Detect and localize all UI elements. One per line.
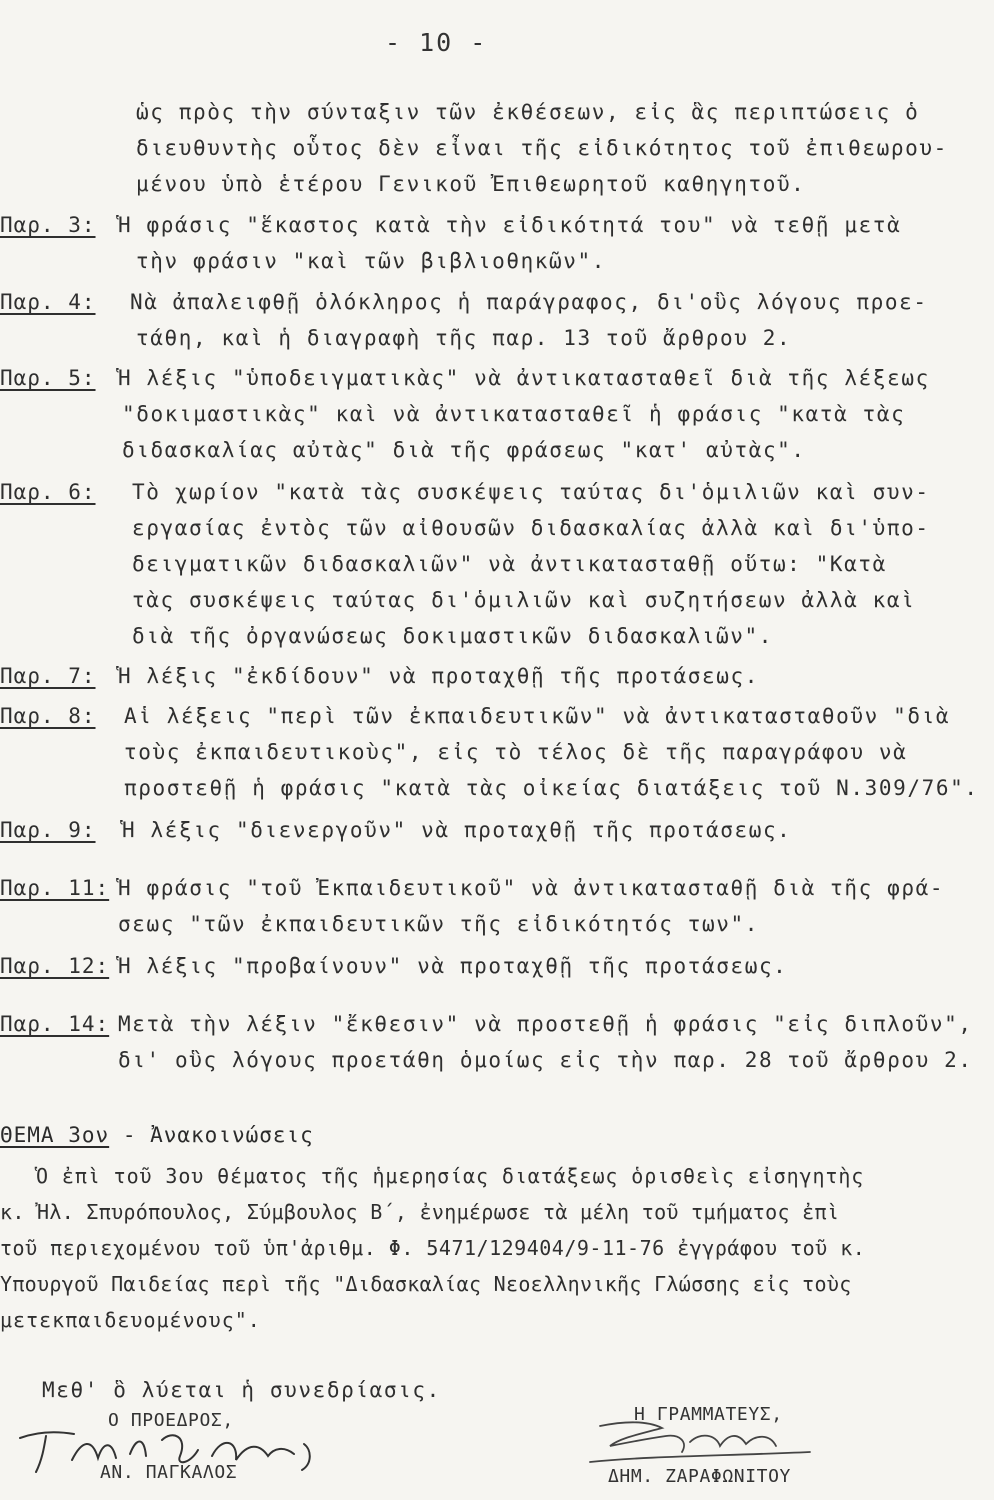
- paragraph-label: Παρ. 6:: [0, 480, 96, 504]
- section-body-line: κ. Ἠλ. Σπυρόπουλος, Σύμβουλος Β΄, ἐνημέρωσε τὰ μέλη τοῦ τμήματος ἐπὶ: [0, 1200, 840, 1224]
- paragraph-line: Ἡ λέξις "ἐκδίδουν" νὰ προταχθῇ τῆς προτάσεως.: [118, 664, 759, 688]
- paragraph-line: Νὰ ἀπαλειφθῇ ὁλόκληρος ἡ παράγραφος, δι'οὓς λόγους προε-: [130, 290, 928, 314]
- paragraph-line: Τὸ χωρίον "κατὰ τὰς συσκέψεις ταύτας δι'ὁμιλιῶν καὶ συν-: [132, 480, 930, 504]
- section-label: ΘΕΜΑ 3ον: [0, 1123, 110, 1147]
- paragraph-label: Παρ. 12:: [0, 954, 110, 978]
- paragraph-line: Ἡ λέξις "προβαίνουν" νὰ προταχθῇ τῆς προτάσεως.: [118, 954, 788, 978]
- closing-text: Μεθ' ὃ λύεται ἡ συνεδρίασις.: [42, 1378, 441, 1402]
- secretary-name: ΔΗΜ. ΖΑΡΑΦΩΝΙΤΟΥ: [608, 1466, 791, 1487]
- section-body-line: Ὁ ἐπὶ τοῦ 3ου θέματος τῆς ἡμερησίας διατάξεως ὁρισθεὶς εἰσηγητὴς: [36, 1164, 865, 1188]
- paragraph-line: διὰ τῆς ὀργανώσεως δοκιμαστικῶν διδασκαλιῶν".: [132, 624, 773, 648]
- president-title: Ο ΠΡΟΕΔΡΟΣ,: [108, 1410, 234, 1431]
- paragraph-line: "δοκιμαστικὰς" καὶ νὰ ἀντικατασταθεῖ ἡ φράσις "κατὰ τὰς: [122, 402, 906, 426]
- president-name: ΑΝ. ΠΑΓΚΑΛΟΣ: [100, 1462, 238, 1483]
- paragraph-line: προστεθῇ ἡ φράσις "κατὰ τὰς οἰκείας διατάξεις τοῦ Ν.309/76".: [124, 776, 979, 800]
- paragraph-label: Παρ. 8:: [0, 704, 96, 728]
- intro-line: ὡς πρὸς τὴν σύνταξιν τῶν ἐκθέσεων, εἰς ἃς περιπτώσεις ὁ: [136, 100, 920, 124]
- paragraph-label: Παρ. 5:: [0, 366, 96, 390]
- paragraph-label: Παρ. 9:: [0, 818, 96, 842]
- paragraph-line: Μετὰ τὴν λέξιν "ἔκθεσιν" νὰ προστεθῇ ἡ φράσις "εἰς διπλοῦν",: [118, 1012, 973, 1036]
- paragraph-line: Ἡ φράσις "ἕκαστος κατὰ τὴν εἰδικότητά του" νὰ τεθῇ μετὰ: [118, 213, 902, 237]
- paragraph-line: διδασκαλίας αὐτὰς" διὰ τῆς φράσεως "κατ' αὐτὰς".: [122, 438, 806, 462]
- intro-line: μένου ὑπὸ ἑτέρου Γενικοῦ Ἐπιθεωρητοῦ καθηγητοῦ.: [136, 172, 806, 196]
- paragraph-label: Παρ. 11:: [0, 876, 110, 900]
- page-number: - 10 -: [385, 28, 488, 57]
- paragraph-label: Παρ. 4:: [0, 290, 96, 314]
- section-title: - Ἀνακοινώσεις: [122, 1123, 314, 1147]
- section-body-line: τοῦ περιεχομένου τοῦ ὑπ'ἀριθμ. Φ. 5471/129404/9-11-76 ἐγγράφου τοῦ κ.: [0, 1236, 866, 1260]
- paragraph-label: Παρ. 14:: [0, 1012, 110, 1036]
- paragraph-line: τὴν φράσιν "καὶ τῶν βιβλιοθηκῶν".: [136, 249, 607, 273]
- paragraph-line: δειγματικῶν διδασκαλιῶν" νὰ ἀντικατασταθῇ οὕτω: "Κατὰ: [132, 552, 887, 576]
- paragraph-line: τάθη, καὶ ἡ διαγραφὴ τῆς παρ. 13 τοῦ ἄρθρου 2.: [136, 326, 792, 350]
- paragraph-line: Ἡ λέξις "ὑποδειγματικὰς" νὰ ἀντικατασταθεῖ διὰ τῆς λέξεως: [118, 366, 930, 390]
- paragraph-line: δι' οὓς λόγους προετάθη ὁμοίως εἰς τὴν παρ. 28 τοῦ ἄρθρου 2.: [118, 1048, 973, 1072]
- section-body-line: Ὑπουργοῦ Παιδείας περὶ τῆς "Διδασκαλίας Νεοελληνικῆς Γλώσσης εἰς τοὺς: [0, 1272, 852, 1296]
- paragraph-line: Αἱ λέξεις "περὶ τῶν ἐκπαιδευτικῶν" νὰ ἀντικατασταθοῦν "διὰ: [124, 704, 951, 728]
- paragraph-line: τὰς συσκέψεις ταύτας δι'ὁμιλιῶν καὶ συζητήσεων ἀλλὰ καὶ: [132, 588, 916, 612]
- paragraph-line: σεως "τῶν ἐκπαιδευτικῶν τῆς εἰδικότητός των".: [118, 912, 759, 936]
- paragraph-line: Ἡ φράσις "τοῦ Ἐκπαιδευτικοῦ" νὰ ἀντικατασταθῇ διὰ τῆς φρά-: [118, 876, 945, 900]
- intro-line: διευθυντὴς οὗτος δὲν εἶναι τῆς εἰδικότητος τοῦ ἐπιθεωρου-: [136, 136, 948, 160]
- section-heading: [0, 1123, 314, 1147]
- secretary-title: Η ΓΡΑΜΜΑΤΕΥΣ,: [634, 1404, 783, 1425]
- paragraph-line: τοὺς ἐκπαιδευτικοὺς", εἰς τὸ τέλος δὲ τῆς παραγράφου νὰ: [124, 740, 908, 764]
- paragraph-label: Παρ. 7:: [0, 664, 96, 688]
- secretary-signature: [570, 1412, 830, 1472]
- paragraph-line: εργασίας ἐντὸς τῶν αἰθουσῶν διδασκαλίας ἀλλὰ καὶ δι'ὑπο-: [132, 516, 930, 540]
- paragraph-label: Παρ. 3:: [0, 213, 96, 237]
- section-body-line: μετεκπαιδευομένους".: [0, 1308, 261, 1332]
- paragraph-line: Ἡ λέξις "διενεργοῦν" νὰ προταχθῇ τῆς προτάσεως.: [122, 818, 792, 842]
